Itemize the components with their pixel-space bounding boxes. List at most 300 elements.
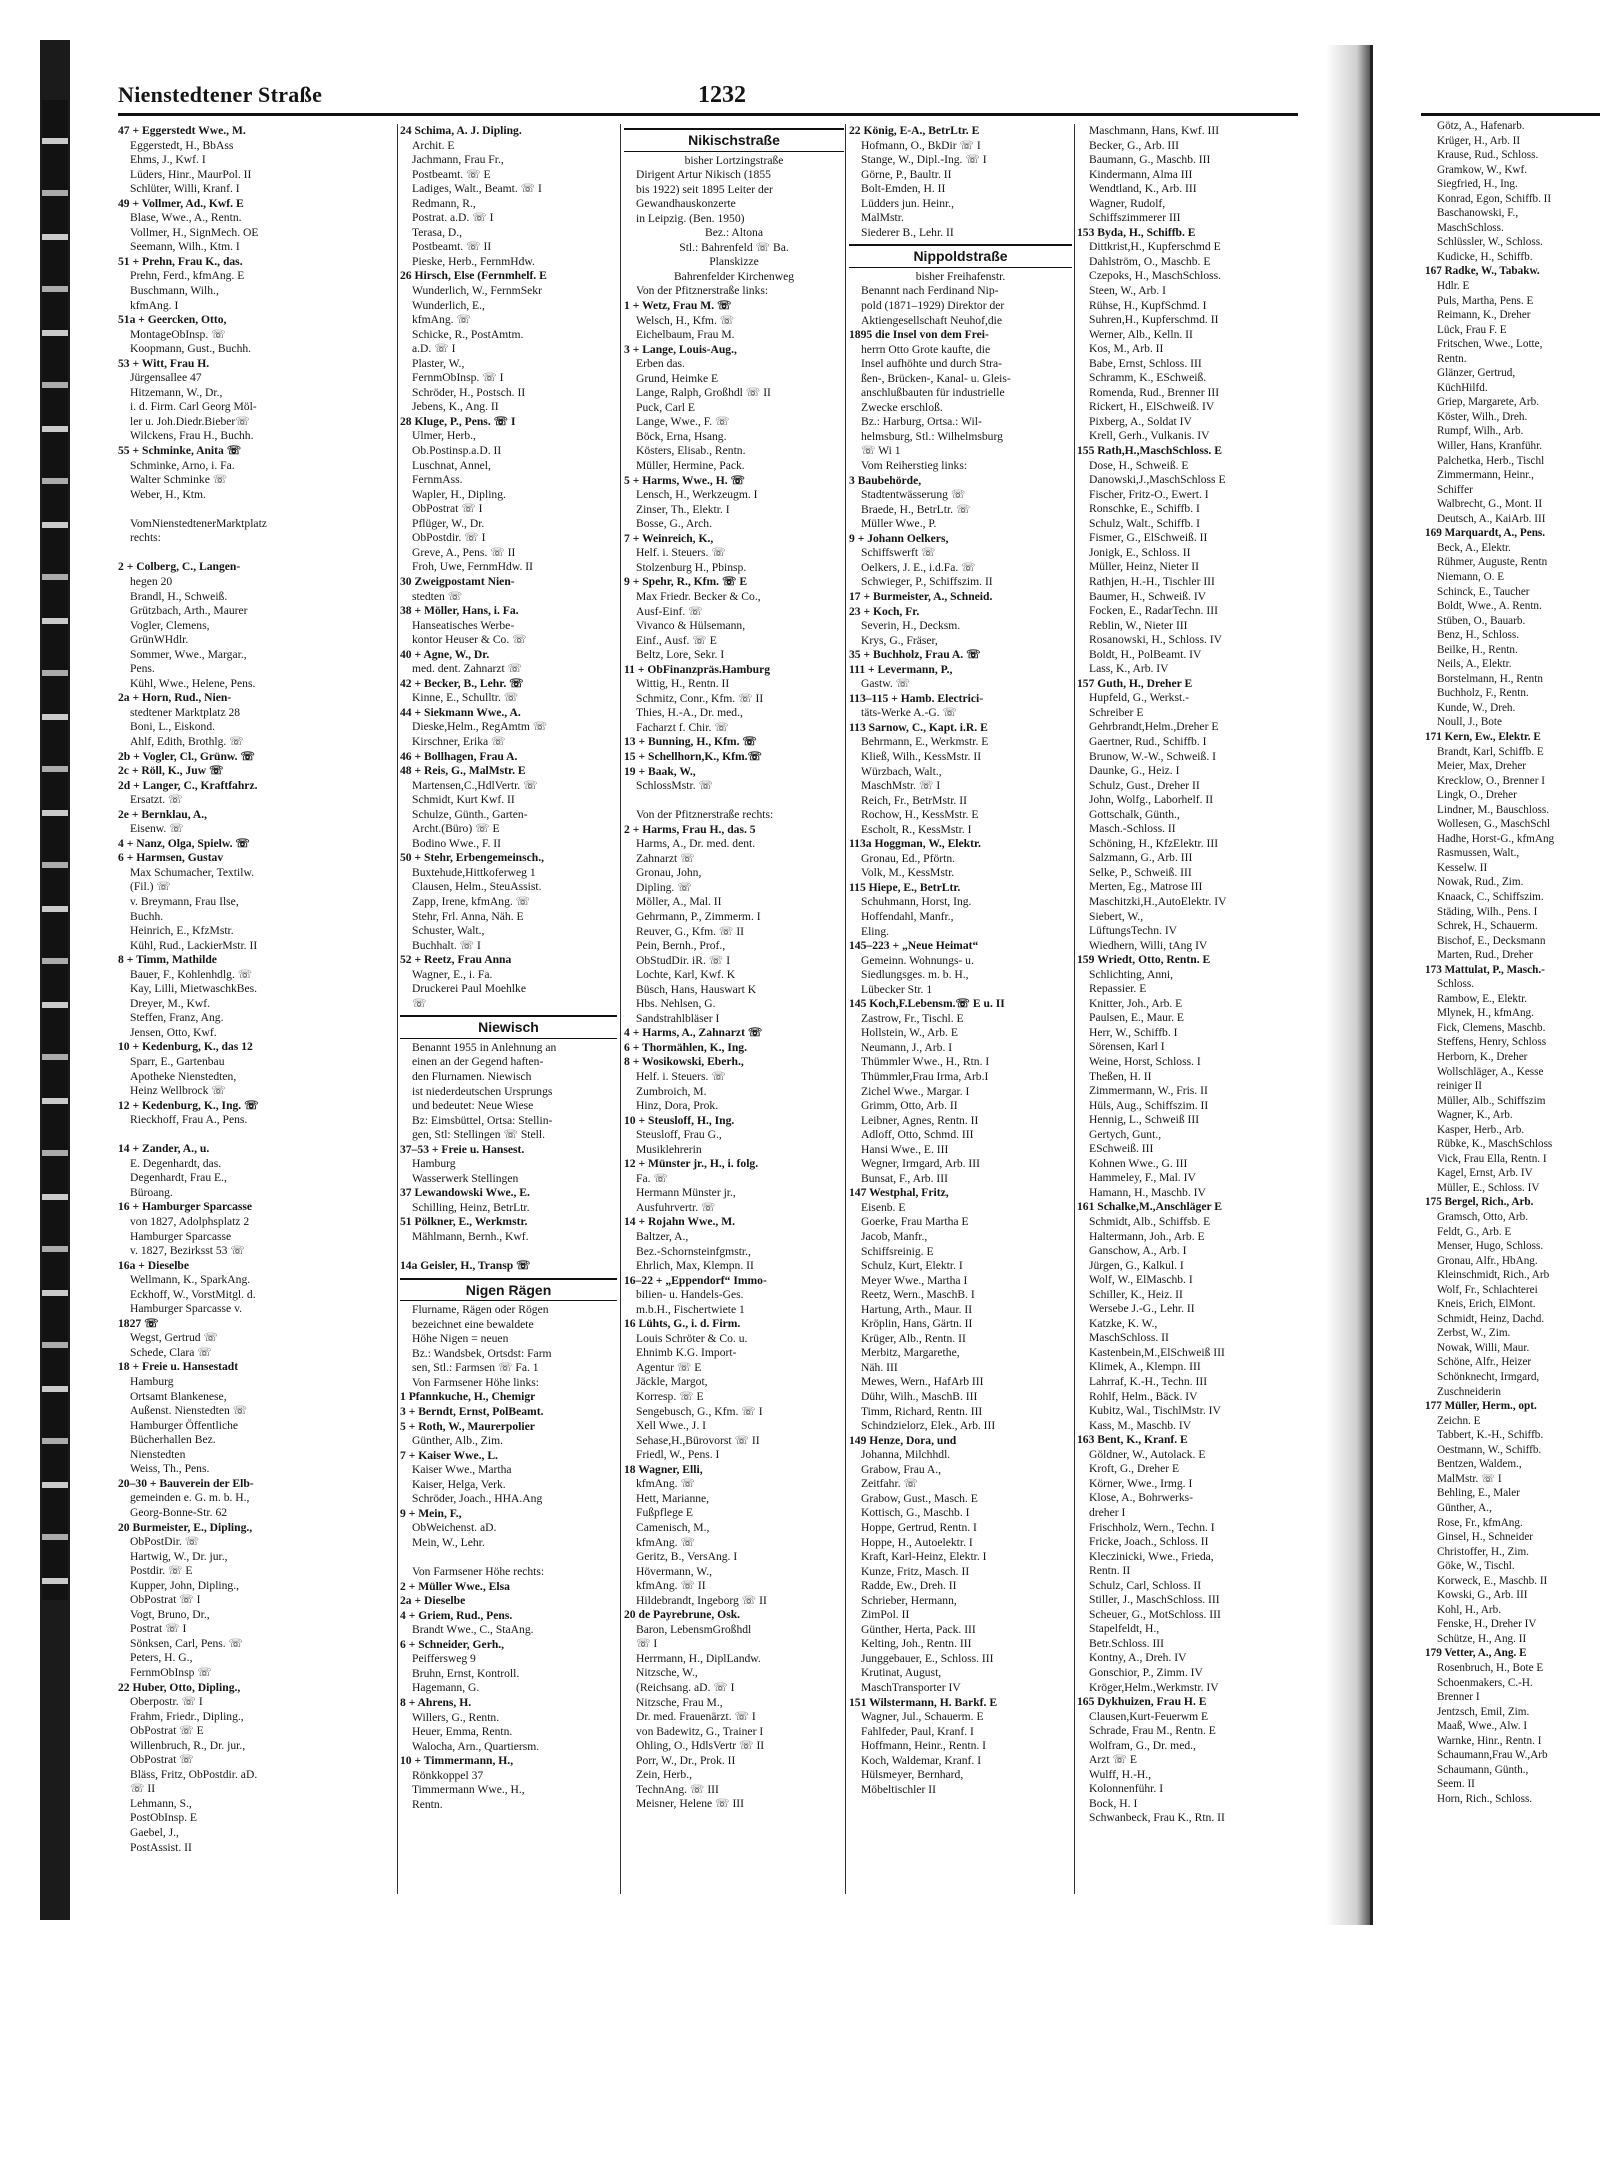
resident-entry: Hammeley, F., Mal. IV bbox=[1089, 1171, 1196, 1185]
resident-entry: Insel aufhöhte und durch Stra- bbox=[861, 357, 1003, 371]
resident-entry: Danowski,J.,MaschSchloss E bbox=[1089, 473, 1226, 487]
resident-entry: Wittig, H., Rentn. II bbox=[636, 677, 730, 691]
resident-entry: Koch, Waldemar, Kranf. I bbox=[861, 1753, 982, 1767]
resident-entry: Gramsch, Otto, Arb. bbox=[1437, 1211, 1529, 1224]
facing-header-rule bbox=[1421, 113, 1600, 116]
resident-entry: Babe, Ernst, Schloss. III bbox=[1089, 356, 1202, 370]
resident-entry: Büsch, Hans, Hauswart K bbox=[636, 982, 757, 996]
resident-entry: Kottisch, G., Maschb. I bbox=[861, 1506, 970, 1520]
resident-entry: Jürgensallee 47 bbox=[130, 371, 202, 385]
house-number-entry: 7 + Kaiser Wwe., L. bbox=[400, 1448, 498, 1462]
house-number-entry: 111 + Levermann, P., bbox=[849, 662, 953, 676]
resident-entry: Benannt 1955 in Anlehnung an bbox=[412, 1040, 557, 1054]
resident-entry: m.b.H., Fischertwiete 1 bbox=[636, 1302, 745, 1316]
resident-entry: Körner, Wwe., Irmg. I bbox=[1089, 1476, 1193, 1490]
resident-entry: Lass, K., Arb. IV bbox=[1089, 662, 1169, 676]
house-number-entry: 12 + Münster jr., H., i. folg. bbox=[624, 1157, 759, 1171]
house-number-entry: 16a + Dieselbe bbox=[118, 1258, 190, 1272]
resident-entry: Christoffer, H., Zim. bbox=[1437, 1545, 1529, 1558]
house-number-entry: 35 + Buchholz, Frau A. ☏ bbox=[849, 648, 981, 662]
house-number-entry: 4 + Harms, A., Zahnarzt ☏ bbox=[624, 1026, 763, 1040]
resident-entry: Bentzen, Waldem., bbox=[1437, 1458, 1522, 1471]
resident-entry: Kohnen Wwe., G. III bbox=[1089, 1156, 1188, 1170]
resident-entry: Maschitzki,H.,AutoElektr. IV bbox=[1089, 894, 1227, 908]
resident-entry: Kunze, Fritz, Masch. II bbox=[861, 1564, 970, 1578]
resident-entry: und bedeutet: Neue Wiese bbox=[412, 1099, 534, 1113]
house-number-entry: 147 Westphal, Fritz, bbox=[849, 1186, 949, 1200]
resident-entry: Pflüger, W., Dr. bbox=[412, 516, 485, 530]
resident-entry: Dittkrist,H., Kupferschmd E bbox=[1089, 240, 1221, 254]
resident-entry: kfmAng. ☏ bbox=[412, 313, 471, 327]
resident-entry: Schröder, Joach., HHA.Ang bbox=[412, 1492, 543, 1506]
resident-entry: Thümmler,Frau Irma, Arb.I bbox=[861, 1070, 989, 1083]
resident-entry: Kos, M., Arb. II bbox=[1089, 342, 1164, 356]
resident-entry: Klose, A., Bohrwerks- bbox=[1089, 1491, 1194, 1505]
resident-entry: Jürgen, G., Kalkul. I bbox=[1089, 1258, 1184, 1272]
resident-entry: Ehms, J., Kwf. I bbox=[130, 153, 206, 167]
column-1 bbox=[118, 124, 398, 1894]
house-number-entry: 7 + Weinreich, K., bbox=[624, 531, 714, 545]
resident-entry: Gronau, Ed., Pförtn. bbox=[861, 851, 956, 865]
resident-entry: Brandt, Karl, Schiffb. E bbox=[1437, 745, 1544, 758]
resident-entry: Schicke, R., PostAmtm. bbox=[412, 327, 524, 341]
resident-entry: Camenisch, M., bbox=[636, 1520, 710, 1534]
resident-entry: Wellmann, K., SparkAng. bbox=[130, 1273, 251, 1287]
resident-entry: Stiller, J., MaschSchloss. III bbox=[1089, 1593, 1220, 1607]
resident-entry: Rose, Fr., kfmAng. bbox=[1437, 1516, 1523, 1529]
resident-entry: Krecklow, O., Brenner I bbox=[1437, 774, 1546, 787]
resident-entry: Schwanbeck, Frau K., Rtn. II bbox=[1089, 1811, 1225, 1825]
resident-entry: Schaumann,Frau W.,Arb bbox=[1437, 1749, 1548, 1762]
resident-entry: Hagemann, G. bbox=[412, 1681, 480, 1695]
resident-entry: Steen, W., Arb. I bbox=[1089, 284, 1166, 298]
resident-entry: Kubitz, Wal., TischlMstr. IV bbox=[1089, 1404, 1221, 1418]
resident-entry: Geritz, B., VersAng. I bbox=[636, 1550, 738, 1564]
resident-entry: Rönkkoppel 37 bbox=[412, 1768, 484, 1782]
resident-entry: Boldt, Wwe., A. Rentn. bbox=[1437, 600, 1542, 613]
resident-entry: Höhe Nigen = neuen bbox=[412, 1332, 509, 1346]
resident-entry: Mein, W., Lehr. bbox=[412, 1535, 485, 1549]
resident-entry: Apotheke Nienstedten, bbox=[130, 1069, 237, 1083]
resident-entry: Grabow, Frau A., bbox=[861, 1462, 942, 1476]
house-number-entry: 8 + Timm, Mathilde bbox=[118, 953, 217, 967]
resident-entry: Flurname, Rägen oder Rögen bbox=[412, 1303, 549, 1317]
resident-entry: Puck, Carl E bbox=[636, 400, 695, 414]
resident-entry: Göldner, W., Autolack. E bbox=[1089, 1447, 1206, 1461]
resident-entry: Beilke, H., Rentn. bbox=[1437, 643, 1518, 656]
resident-entry: Braede, H., BetrLtr. ☏ bbox=[861, 502, 971, 516]
resident-entry: Meyer Wwe., Martha I bbox=[861, 1273, 968, 1287]
resident-entry: v. 1827, Bezirksst 53 ☏ bbox=[130, 1244, 245, 1258]
house-number-entry: 9 + Spehr, R., Kfm. ☏ E bbox=[624, 575, 748, 589]
resident-entry: Hamann, H., Maschb. IV bbox=[1089, 1185, 1206, 1199]
resident-entry: Wegner, Irmgard, Arb. III bbox=[861, 1157, 980, 1171]
house-number-entry: 16–22 + „Eppendorf“ Immo- bbox=[624, 1273, 767, 1287]
house-number-entry: 14 + Zander, A., u. bbox=[118, 1142, 210, 1156]
house-number-entry: 44 + Siekmann Wwe., A. bbox=[400, 705, 521, 719]
resident-entry: Kunde, W., Dreh. bbox=[1437, 701, 1516, 714]
resident-entry: Kließ, Wilh., KessMstr. II bbox=[861, 749, 982, 763]
resident-entry: helmsburg, Stl.: Wilhelmsburg bbox=[861, 429, 1003, 443]
resident-entry: Von Farmsener Höhe rechts: bbox=[412, 1565, 545, 1579]
house-number-entry: 171 Kern, Ew., Elektr. E bbox=[1425, 730, 1541, 743]
resident-entry: Behling, E., Maler bbox=[1437, 1487, 1520, 1500]
house-number-entry: 11 + ObFinanzpräs.Hamburg bbox=[624, 662, 771, 676]
resident-entry: Steffens, Henry, Schloss bbox=[1437, 1036, 1547, 1049]
resident-entry: Schönknecht, Irmgard, bbox=[1437, 1371, 1540, 1384]
resident-entry: Hövermann, W., bbox=[636, 1564, 712, 1578]
resident-entry: Dr. med. Frauenärzt. ☏ I bbox=[636, 1710, 756, 1724]
resident-entry: bezeichnet eine bewaldete bbox=[412, 1317, 534, 1331]
resident-entry: Betr.Schloss. III bbox=[1089, 1636, 1165, 1650]
resident-entry: Fritschen, Wwe., Lotte, bbox=[1437, 338, 1543, 351]
resident-entry: Wollschläger, A., Kesse bbox=[1437, 1065, 1544, 1078]
house-number-entry: 2e + Bernklau, A., bbox=[118, 807, 208, 821]
resident-entry: Postdir. ☏ E bbox=[130, 1564, 193, 1578]
resident-entry: Peters, H. G., bbox=[130, 1651, 193, 1665]
resident-entry: Dühr, Wilh., MaschB. III bbox=[861, 1390, 978, 1404]
resident-entry: Rosenbruch, H., Bote E bbox=[1437, 1661, 1544, 1674]
house-number-entry: 52 + Reetz, Frau Anna bbox=[400, 953, 512, 967]
resident-entry: Kass, M., Maschb. IV bbox=[1089, 1418, 1192, 1432]
house-number-entry: 1 + Wetz, Frau M. ☏ bbox=[624, 299, 732, 313]
resident-entry: Brunow, W.-W., Schweiß. I bbox=[1089, 749, 1216, 763]
resident-entry: FernmObInsp. ☏ I bbox=[412, 371, 504, 385]
house-number-entry: 16 Lühts, G., i. d. Firm. bbox=[624, 1317, 741, 1331]
resident-entry: Beltz, Lore, Sekr. I bbox=[636, 648, 725, 662]
resident-entry: Neils, A., Elektr. bbox=[1437, 658, 1512, 671]
resident-entry: Lehmann, S., bbox=[130, 1796, 192, 1810]
resident-entry: Reetz, Wern., MaschB. I bbox=[861, 1288, 975, 1302]
resident-entry: Willenbruch, R., Dr. jur., bbox=[130, 1738, 246, 1752]
resident-entry: Helf. i. Steuers. ☏ bbox=[636, 546, 726, 560]
resident-entry: Dahlström, O., Maschb. E bbox=[1089, 254, 1211, 268]
facing-column bbox=[1425, 119, 1600, 1909]
scan-edge-left bbox=[40, 40, 70, 1920]
house-number-entry: 155 Rath,H.,MaschSchloss. E bbox=[1077, 444, 1222, 458]
resident-entry: Repassier. E bbox=[1089, 982, 1147, 996]
resident-entry: Kindermann, Alma III bbox=[1089, 167, 1193, 181]
resident-entry: Dose, H., Schweiß. E bbox=[1089, 458, 1189, 472]
resident-entry: Selke, P., Schweiß. III bbox=[1089, 865, 1192, 879]
house-number-entry: 2b + Vogler, Cl., Grünw. ☏ bbox=[118, 749, 255, 763]
resident-entry: Hofmann, O., BkDir ☏ I bbox=[861, 138, 981, 152]
house-number-entry: 2 + Müller Wwe., Elsa bbox=[400, 1579, 510, 1593]
resident-entry: Seem. II bbox=[1437, 1778, 1475, 1791]
resident-entry: Gehrbrandt,Helm.,Dreher E bbox=[1089, 720, 1219, 734]
resident-entry: Druckerei Paul Moehlke bbox=[412, 982, 526, 996]
resident-entry: ESchweiß. III bbox=[1089, 1142, 1154, 1156]
house-number-entry: 22 Huber, Otto, Dipling., bbox=[118, 1680, 241, 1694]
resident-entry: Gemeinn. Wohnungs- u. bbox=[861, 953, 974, 967]
resident-entry: Bez.-Schornsteinfgmstr., bbox=[636, 1244, 751, 1258]
column-5 bbox=[1077, 124, 1299, 1894]
resident-entry: Wiedhern, Willi, tAng IV bbox=[1089, 938, 1208, 952]
house-number-entry: 3 + Berndt, Ernst, PolBeamt. bbox=[400, 1405, 544, 1419]
resident-entry: Deutsch, A., KaiArb. III bbox=[1437, 512, 1546, 525]
resident-entry: Max Schumacher, Textilw. bbox=[130, 865, 254, 879]
resident-entry: Eisenw. ☏ bbox=[130, 822, 184, 836]
house-number-entry: 5 + Roth, W., Maurerpolier bbox=[400, 1419, 535, 1433]
resident-entry: Zimmermann, W., Fris. II bbox=[1089, 1084, 1208, 1098]
house-number-entry: 50 + Stehr, Erbengemeinsch., bbox=[400, 851, 545, 865]
resident-entry: Rumpf, Wilh., Arb. bbox=[1437, 425, 1524, 438]
resident-entry: Tabbert, K.-H., Schiffb. bbox=[1437, 1429, 1544, 1442]
resident-entry: Heuer, Emma, Rentn. bbox=[412, 1725, 513, 1739]
resident-entry: Timmermann Wwe., H., bbox=[412, 1783, 525, 1797]
resident-entry: Radde, Ew., Dreh. II bbox=[861, 1579, 957, 1593]
resident-entry: Friedl, W., Pens. I bbox=[636, 1448, 720, 1462]
resident-entry: Daunke, G., Heiz. I bbox=[1089, 764, 1180, 778]
resident-entry: Kühl, Rud., LackierMstr. II bbox=[130, 938, 258, 952]
resident-entry: KüchHilfd. bbox=[1437, 381, 1488, 394]
resident-entry: Arzt ☏ E bbox=[1089, 1753, 1137, 1767]
resident-entry: Schoenmakers, C.-H. bbox=[1437, 1676, 1533, 1689]
resident-entry: Niemann, O. E bbox=[1437, 570, 1505, 583]
resident-entry: Möller, A., Mal. II bbox=[636, 895, 722, 909]
resident-entry: Neumann, J., Arb. I bbox=[861, 1040, 953, 1054]
resident-entry: Severin, H., Decksm. bbox=[861, 619, 961, 633]
house-number-entry: 24 Schima, A. J. Dipling. bbox=[400, 124, 522, 137]
resident-entry: Fischer, Fritz-O., Ewert. I bbox=[1089, 487, 1209, 501]
resident-entry: Eichelbaum, Frau M. bbox=[636, 328, 735, 342]
resident-entry: bis 1922) seit 1895 Leiter der bbox=[636, 182, 773, 196]
street-section-heading: Nikischstraße bbox=[624, 128, 844, 152]
house-number-entry: 51a + Geercken, Otto, bbox=[118, 313, 227, 327]
resident-entry: Hamburg bbox=[412, 1157, 456, 1171]
resident-entry: MalMstr. bbox=[861, 211, 904, 225]
column-divider bbox=[620, 124, 621, 1894]
resident-entry: Rentn. bbox=[412, 1797, 443, 1811]
house-number-entry: 173 Mattulat, P., Masch.- bbox=[1425, 963, 1545, 976]
resident-entry: Kontny, A., Dreh. IV bbox=[1089, 1651, 1187, 1665]
resident-entry: Reuver, G., Kfm. ☏ II bbox=[636, 924, 745, 938]
resident-entry: Frahm, Friedr., Dipling., bbox=[130, 1709, 244, 1723]
resident-entry: Bz.: Wandsbek, Ortsdst: Farm bbox=[412, 1346, 552, 1360]
resident-entry: Heinz Wellbrock ☏ bbox=[130, 1084, 226, 1098]
house-number-entry: 3 + Lange, Louis-Aug., bbox=[624, 342, 737, 356]
resident-entry: Zuschneiderin bbox=[1437, 1385, 1501, 1398]
resident-entry: Schuhmann, Horst, Ing. bbox=[861, 895, 972, 909]
resident-entry: stedtener Marktplatz 28 bbox=[130, 705, 241, 719]
resident-entry: Bosse, G., Arch. bbox=[636, 517, 712, 531]
column-4 bbox=[849, 124, 1072, 1894]
resident-entry: Städing, Wilh., Pens. I bbox=[1437, 905, 1538, 918]
house-number-entry: 2 + Harms, Frau H., das. 5 bbox=[624, 822, 756, 836]
resident-entry: Eckhoff, W., VorstMitgl. d. bbox=[130, 1287, 256, 1301]
resident-entry: Wegst, Gertrud ☏ bbox=[130, 1331, 218, 1345]
house-number-entry: 115 Hiepe, E., BetrLtr. bbox=[849, 880, 961, 894]
resident-entry: Willers, G., Rentn. bbox=[412, 1710, 500, 1724]
resident-entry: i. d. Firm. Carl Georg Möl- bbox=[130, 400, 257, 414]
street-section-heading: Niewisch bbox=[400, 1015, 617, 1039]
resident-entry: hegen 20 bbox=[130, 574, 173, 588]
resident-entry: Kowski, G., Arb. III bbox=[1437, 1589, 1528, 1602]
resident-entry: Werner, Alb., Kelln. II bbox=[1089, 327, 1193, 341]
resident-entry: Näh. III bbox=[861, 1360, 898, 1374]
resident-entry: Sehase,H.,Bürovorst ☏ II bbox=[636, 1433, 760, 1447]
house-number-entry: 47 + Eggerstedt Wwe., M. bbox=[118, 124, 246, 137]
house-number-entry: 46 + Bollhagen, Frau A. bbox=[400, 749, 518, 763]
resident-entry: Jentzsch, Emil, Zim. bbox=[1437, 1705, 1530, 1718]
resident-entry: herrn Otto Grote kaufte, die bbox=[861, 342, 991, 356]
resident-entry: Schreiber E bbox=[1089, 705, 1144, 719]
resident-entry: Wunderlich, W., FernmSekr bbox=[412, 284, 542, 298]
resident-entry: Martensen,C.,HdlVertr. ☏ bbox=[412, 778, 538, 792]
resident-entry: Ronschke, E., Schiffb. I bbox=[1089, 502, 1200, 516]
resident-entry: GrünWHdlr. bbox=[130, 633, 189, 647]
resident-entry: Marten, Rud., Dreher bbox=[1437, 949, 1533, 962]
resident-entry: Schütze, H., Ang. II bbox=[1437, 1632, 1527, 1645]
resident-entry: Schiffszimmerer III bbox=[1089, 211, 1181, 225]
resident-entry: Möbeltischler II bbox=[861, 1782, 937, 1796]
resident-entry: Lübecker Str. 1 bbox=[861, 982, 933, 996]
resident-entry: Hett, Marianne, bbox=[636, 1491, 710, 1505]
resident-entry: Focken, E., RadarTechn. III bbox=[1089, 604, 1218, 618]
resident-entry: MaschMstr. ☏ I bbox=[861, 779, 941, 793]
resident-entry: Sönksen, Carl, Pens. ☏ bbox=[130, 1636, 244, 1650]
resident-entry: Grabow, Gust., Masch. E bbox=[861, 1491, 978, 1505]
resident-entry: Hanseatisches Werbe- bbox=[412, 618, 515, 632]
resident-entry: Schiffsreinig. E bbox=[861, 1244, 934, 1258]
resident-entry: kontor Heuser & Co. ☏ bbox=[412, 633, 527, 647]
resident-entry: Wolfram, G., Dr. med., bbox=[1089, 1738, 1196, 1752]
house-number-entry: 4 + Nanz, Olga, Spielw. ☏ bbox=[118, 836, 250, 850]
resident-entry: Baron, LebensmGroßhdl bbox=[636, 1622, 752, 1636]
resident-entry: SchlossMstr. ☏ bbox=[636, 779, 713, 793]
resident-entry: Korweck, E., Maschb. II bbox=[1437, 1574, 1548, 1587]
resident-entry: Stange, W., Dipl.-Ing. ☏ I bbox=[861, 153, 987, 167]
resident-entry: Kastenbein,M.,ElSchweiß III bbox=[1089, 1345, 1225, 1359]
resident-entry: Konrad, Egon, Schiffb. II bbox=[1437, 192, 1552, 205]
resident-entry: TechnAng. ☏ III bbox=[636, 1782, 719, 1796]
resident-entry: Wagner, E., i. Fa. bbox=[412, 967, 493, 981]
house-number-entry: 8 + Ahrens, H. bbox=[400, 1695, 472, 1709]
resident-entry: LüftungsTechn. IV bbox=[1089, 924, 1178, 938]
resident-entry: Siederer B., Lehr. II bbox=[861, 225, 954, 239]
resident-entry: Willer, Hans, Kranführ. bbox=[1437, 440, 1543, 453]
resident-entry: Mewes, Wern., HafArb III bbox=[861, 1375, 984, 1389]
resident-entry: Rosanowski, H., Schloss. IV bbox=[1089, 633, 1223, 647]
resident-entry: Fismer, G., ElSchweiß. II bbox=[1089, 531, 1208, 545]
resident-entry: ObWeichenst. aD. bbox=[412, 1521, 497, 1535]
resident-entry: Hoppe, Gertrud, Rentn. I bbox=[861, 1520, 977, 1534]
street-section-heading: Nippoldstraße bbox=[849, 244, 1072, 268]
resident-entry: Grimm, Otto, Arb. II bbox=[861, 1099, 958, 1113]
resident-entry: Paulsen, E., Maur. E bbox=[1089, 1011, 1184, 1025]
resident-entry: Oberpostr. ☏ I bbox=[130, 1695, 203, 1709]
resident-entry: Schröder, H., Postsch. II bbox=[412, 385, 526, 399]
resident-entry: Erben das. bbox=[636, 357, 685, 371]
resident-entry: gen, Stl: Stellingen ☏ Stell. bbox=[412, 1128, 546, 1142]
resident-entry: Rasmussen, Walt., bbox=[1437, 847, 1520, 860]
section-note: bisher Lortzingstraße bbox=[684, 153, 784, 167]
resident-entry: Lingk, O., Dreher bbox=[1437, 789, 1517, 802]
resident-entry: Hartung, Arth., Maur. II bbox=[861, 1302, 973, 1316]
resident-entry: Buchholz, F., Rentn. bbox=[1437, 687, 1529, 700]
resident-entry: Herborn, K., Dreher bbox=[1437, 1051, 1528, 1063]
resident-entry: Einf., Ausf. ☏ E bbox=[636, 633, 717, 647]
resident-entry: Louis Schröter & Co. u. bbox=[636, 1331, 748, 1345]
resident-entry: Meisner, Helene ☏ III bbox=[636, 1797, 745, 1811]
resident-entry: sen, Stl.: Farmsen ☏ Fa. 1 bbox=[412, 1361, 539, 1375]
resident-entry: Aktiengesellschaft Neuhof,die bbox=[861, 313, 1003, 327]
resident-entry: Wagner, Jul., Schauerm. E bbox=[861, 1710, 984, 1724]
resident-entry: (Fil.) ☏ bbox=[130, 880, 171, 894]
resident-entry: Schmidt, Kurt Kwf. II bbox=[412, 793, 515, 807]
resident-entry: Redmann, R., bbox=[412, 196, 476, 210]
resident-entry: Kleinschmidt, Rich., Arb bbox=[1437, 1269, 1550, 1282]
resident-entry: Siebert, W., bbox=[1089, 909, 1144, 923]
resident-entry: Becker, G., Arb. III bbox=[1089, 138, 1179, 152]
resident-entry: Kasper, Herb., Arb. bbox=[1437, 1123, 1525, 1136]
resident-entry: Ganschow, A., Arb. I bbox=[1089, 1244, 1187, 1258]
resident-entry: Horn, Rich., Schloss. bbox=[1437, 1792, 1533, 1805]
resident-entry: Gaertner, Rud., Schiffb. I bbox=[1089, 734, 1207, 748]
resident-entry: VomNienstedtenerMarktplatz bbox=[130, 516, 267, 530]
resident-entry: Sörensen, Karl I bbox=[1089, 1040, 1165, 1054]
blank-line bbox=[400, 1245, 617, 1260]
resident-entry: Schöning, H., KfzElektr. III bbox=[1089, 836, 1219, 850]
resident-entry: Beck, A., Elektr. bbox=[1437, 541, 1511, 554]
resident-entry: Maaß, Wwe., Alw. I bbox=[1437, 1720, 1528, 1733]
resident-entry: Nienstedten bbox=[130, 1447, 186, 1461]
column-divider bbox=[1074, 124, 1075, 1894]
resident-entry: Bischof, E., Decksmann bbox=[1437, 934, 1546, 947]
resident-entry: Schrade, Frau M., Rentn. E bbox=[1089, 1724, 1216, 1738]
resident-entry: Puls, Martha, Pens. E bbox=[1437, 294, 1534, 307]
resident-entry: Schlüter, Willi, Kranf. I bbox=[130, 182, 240, 196]
resident-entry: Baschanowski, F., bbox=[1437, 207, 1519, 220]
resident-entry: Schiffer bbox=[1437, 483, 1473, 496]
resident-entry: Gramkow, W., Kwf. bbox=[1437, 163, 1528, 176]
column-3 bbox=[624, 124, 844, 1894]
resident-entry: Oelkers, J. E., i.d.Fa. ☏ bbox=[861, 560, 976, 574]
house-number-entry: 48 + Reis, G., MalMstr. E bbox=[400, 764, 526, 778]
resident-entry: Hupfeld, G., Werkst.- bbox=[1089, 691, 1189, 705]
resident-entry: Thies, H.-A., Dr. med., bbox=[636, 706, 743, 720]
resident-entry: Frischholz, Wern., Techn. I bbox=[1089, 1520, 1215, 1534]
resident-entry: kfmAng. ☏ II bbox=[636, 1579, 706, 1593]
house-number-entry: 9 + Johann Oelkers, bbox=[849, 531, 949, 545]
house-number-entry: 28 Kluge, P., Pens. ☏ I bbox=[400, 414, 516, 428]
resident-entry: Hüls, Aug., Schiffszim. II bbox=[1089, 1098, 1209, 1112]
house-number-entry: 1895 die Insel von dem Frei- bbox=[849, 328, 989, 342]
resident-entry: dreher I bbox=[1089, 1505, 1126, 1519]
resident-entry: (Reichsang. aD. ☏ I bbox=[636, 1680, 735, 1694]
resident-entry: Schminke, Arno, i. Fa. bbox=[130, 458, 235, 472]
resident-entry: Vogt, Bruno, Dr., bbox=[130, 1607, 210, 1621]
resident-entry: Bauer, F., Kohlenhdlg. ☏ bbox=[130, 967, 253, 981]
house-number-entry: 37–53 + Freie u. Hansest. bbox=[400, 1142, 525, 1156]
resident-entry: Rühse, H., KupfSchmd. I bbox=[1089, 298, 1207, 312]
house-number-entry: 13 + Bunning, H., Kfm. ☏ bbox=[624, 735, 757, 749]
resident-entry: Clausen, Helm., SteuAssist. bbox=[412, 880, 542, 894]
resident-entry: Nowak, Rud., Zim. bbox=[1437, 876, 1524, 889]
resident-entry: Kroft, G., Dreher E bbox=[1089, 1462, 1180, 1476]
resident-entry: Griep, Margarete, Arb. bbox=[1437, 396, 1539, 409]
resident-entry: Froh, Uwe, FernmHdw. II bbox=[412, 560, 533, 574]
section-note: bisher Freihafenstr. bbox=[915, 269, 1006, 283]
resident-entry: Schiller, K., Heiz. II bbox=[1089, 1287, 1183, 1301]
resident-entry: von 1827, Adolphsplatz 2 bbox=[130, 1215, 250, 1229]
column-2 bbox=[400, 124, 617, 1894]
resident-entry: Gertych, Gunt., bbox=[1089, 1127, 1162, 1141]
resident-entry: Koopmann, Gust., Buchh. bbox=[130, 342, 252, 356]
resident-entry: Bläss, Fritz, ObPostdir. aD. bbox=[130, 1767, 258, 1781]
resident-entry: Schulz, Gust., Dreher II bbox=[1089, 778, 1200, 792]
resident-entry: reiniger II bbox=[1437, 1080, 1483, 1093]
